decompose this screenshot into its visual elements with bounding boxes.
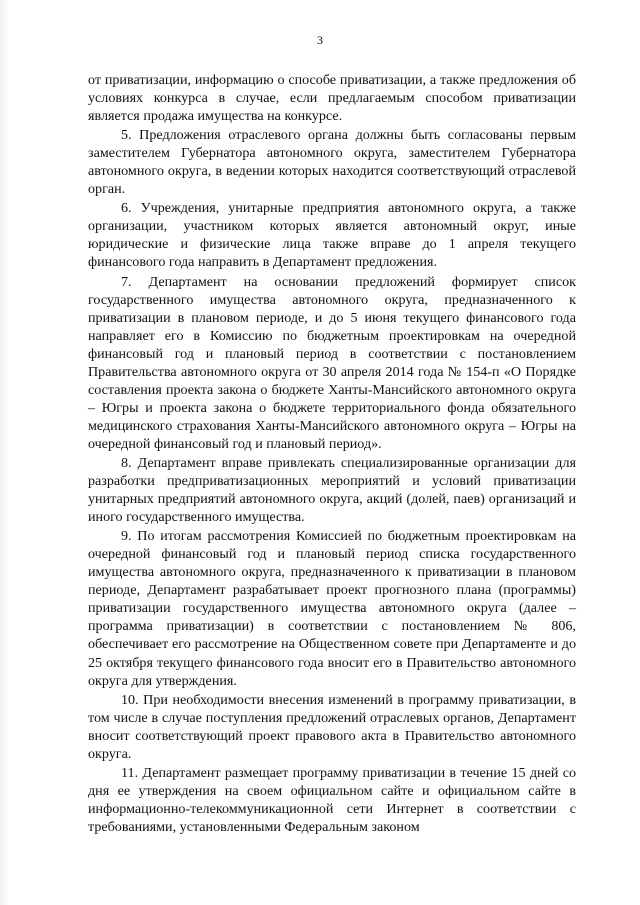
paragraph-item-9: 9. По итогам рассмотрения Комиссией по бюджетным проектировкам на очередной финансовый год и плановый период списка государственного имущества автономного округа, предназначенного к приватизации в плановом периоде, Департамент разрабатывает проект прогнозного плана (программы) приватизации государственного имущества автономного округа (далее – программа приватизации) в соответствии с постановлением № 806, обеспечивает его рассмотрение на Общественном совете при Департаменте и до 25 октября текущего финансового года вносит его в Правительство автономного округа для утверждения. — [88, 528, 576, 689]
paragraph-continuation: от приватизации, информацию о способе приватизации, а также предложения об условиях конкурса в случае, если предлагаемым способом приватизации является продажа имущества на конкурсе. — [88, 72, 576, 125]
paragraph-item-7: 7. Департамент на основании предложений формирует список государственного имущества автономного округа, предназначенного к приватизации в плановом периоде, и до 5 июня текущего финансового года направляет его в Комиссию по бюджетным проектировкам на очередной финансовый год и плановый период в соответствии с постановлением Правительства автономного округа от 30 апреля 2014 года № 154-п «О Порядке составления проекта закона о бюджете Ханты-Мансийского автономного округа – Югры и проекта закона о бюджете территориального фонда обязательного медицинского страхования Ханты-Мансийского автономного округа – Югры на очередной финансовый год и плановый период». — [88, 273, 576, 452]
scan-edge-shadow — [0, 0, 9, 905]
paragraph-item-6: 6. Учреждения, унитарные предприятия автономного округа, а также организации, участником которых является автономный округ, иные юридические и физические лица также вправе до 1 апреля текущего финансового года направить в Департамент предложения. — [88, 200, 576, 271]
paragraph-item-11: 11. Департамент размещает программу приватизации в течение 15 дней со дня ее утверждения на своем официальном сайте и официальном сайте в информационно-телекоммуникационной сети Интернет в соответствии с требованиями, установленными Федеральным законом — [88, 764, 576, 835]
paragraph-item-10: 10. При необходимости внесения изменений в программу приватизации, в том числе в случае поступления предложений отраслевых органов, Департамент вносит соответствующий проект правового акта в Правительство автономного округа. — [88, 691, 576, 762]
paragraph-item-8: 8. Департамент вправе привлекать специализированные организации для разработки предприватизационных мероприятий и условий приватизации унитарных предприятий автономного округа, акций (долей, паев) организаций и иного государственного имущества. — [88, 454, 576, 526]
document-body — [88, 71, 576, 837]
page-number: 3 — [317, 33, 323, 47]
paragraph-item-5: 5. Предложения отраслевого органа должны быть согласованы первым заместителем Губернатора автономного округа, заместителем Губернатора автономного округа, в ведении которых находится соответствующий отраслевой орган. — [88, 127, 576, 198]
